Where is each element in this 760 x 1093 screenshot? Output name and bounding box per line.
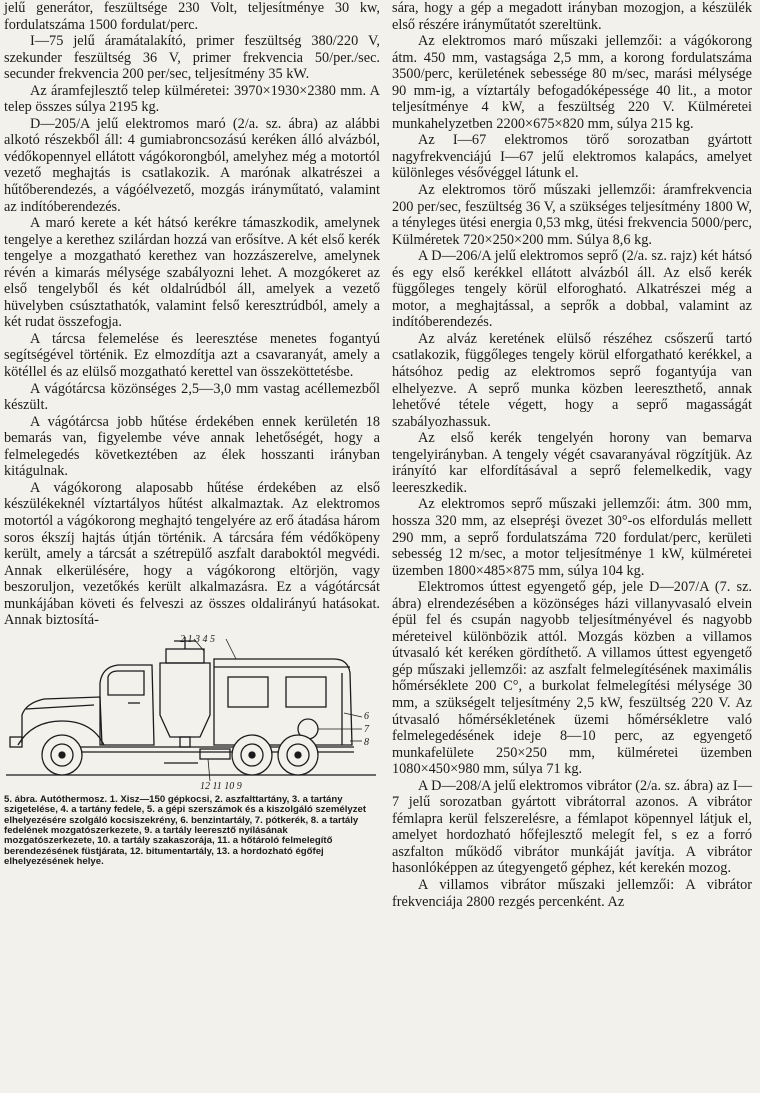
paragraph: A tárcsa felemelése és leeresztése menetes fogantyú segítségével történik. Ez elmozdítja azt a csavaranyát, amely a kötéllel és az elülső mozgatható kerettel van összeköttetésbe. xyxy=(4,330,380,381)
cab-window xyxy=(108,671,144,695)
leader-line xyxy=(344,713,362,717)
right-column xyxy=(392,0,752,910)
left-column xyxy=(4,0,380,868)
paragraph: A D—208/A jelű elektromos vibrátor (2/a. sz. ábra) az I—7 jelű sorozatban gyártott vibrátorral azonos. A vibrátor fémlapra kerül felszerelésre, a fémlapot köpennyel látjuk el, amelyet hordozható hőfejlesztő melegít fel, s ez a forró aszfalton működő vibrátor munkáját javítja. A vibrátor hasonlóképpen az útegyengető géphez, két kerekén mozog. xyxy=(392,777,752,877)
asphalt-tank xyxy=(160,663,210,737)
rear-wheel-center xyxy=(295,752,301,758)
paragraph: A vágókorong alaposabb hűtése érdekében az első készülékeknél víztartályos hűtést alkalmaztak. Az elektromos motortól a vágókorong meghajtó tengelyére az erő átadása három soros ékszíj hajtás útján történik. A tárcsára fém védőköpeny került, amely a tárcsát a szétrepülő aszfalt daraboktól megvédi. Annak elkerülésére, hogy a vágókorong eltörjön, vagy beszoruljon, vezetőkés került alkalmazásra. Ez a vágótárcsát munkájában követi és felveszi az összes oldalirányú hatásokat. Annak biztosítá- xyxy=(4,479,380,629)
body-window xyxy=(228,677,268,707)
leader-line xyxy=(226,639,236,659)
paragraph: Az alváz keretének elülső részéhez csőszerű tartó csatlakozik, függőleges tengely körül elforgatható kerékkel, a hátsóhoz pedig az elektromos seprő fogantyúja van elhelyezve. A seprő munka közben leereszthető, annak lehetővé tétele végett, hogy a seprő magasságát szabályozhassuk. xyxy=(392,330,752,430)
truck-figure xyxy=(4,633,380,868)
paragraph: Az első kerék tengelyén horony van bemarva tengelyirányban. A tengely végét csavaranyával rögzítjük. Az irányító kar elfordításával a seprő felemelkedik, vagy leereszkedik. xyxy=(392,430,752,496)
paragraph: Az áramfejlesztő telep külméretei: 3970×1930×2380 mm. A telep összes súlya 2195 kg. xyxy=(4,82,380,116)
leader-line xyxy=(208,759,210,781)
hood-line xyxy=(26,705,94,709)
body-window xyxy=(286,677,326,707)
autothermos-drawing xyxy=(4,633,380,793)
figure-caption: 5. ábra. Autóthermosz. 1. Xisz—150 gépkocsi, 2. aszfalttartány, 3. a tartány szigetelése, 4. a tartány fedele, 5. a gépi szerszámok és a kiszolgáló személyzet elhelyezésére szolgáló kocsiszekrény, 6. benzintartály, 7. pótkerék, 8. a tartály fedelének mozgatószerkezete, 9. a tartály leeresztő nyílásának mozgatószerkezete, 10. a tartály szakaszorája, 11. a hőtároló felmelegítő berendezésének füstjárata, 12. bitumentartály, 13. a hordozható égőfej elhelyezésének helye. xyxy=(4,793,367,868)
paragraph: jelű generátor, feszültsége 230 Volt, teljesítménye 30 kw, fordulatszáma 1500 fordulat/perc. xyxy=(4,0,380,33)
paragraph: Az I—67 elektromos törő sorozatban gyártott nagyfrekvenciájú I—67 jelű elektromos kalapács, amelyet különleges vésővéggel látunk el. xyxy=(392,132,752,182)
figure-bottom-numbers: 12 11 10 9 xyxy=(200,780,242,792)
figure-number: 7 xyxy=(364,723,369,735)
paragraph: A vágótárcsa közönséges 2,5—3,0 mm vastag acéllemezből készült. xyxy=(4,380,380,414)
paragraph: Az elektromos maró műszaki jellemzői: a vágókorong átm. 450 mm, vastagsága 2,5 mm, a korong fordulatszáma 3500/perc, kerületének sebessége 80 m/sec, marási mélysége 90 mm-ig, a víztartály befogadóképessége 40 lit., a motor teljesítménye 4 kW, a feszültség 220 V. Külméretei munkahelyzetben 2200×675×820 mm, súlya 215 kg. xyxy=(392,33,752,132)
drain-opening xyxy=(180,737,190,747)
paragraph: Elektromos úttest egyengető gép, jele D—207/A (7. sz. ábra) elrendezésében a közönséges házi villanyvasaló elvein épül fel és csupán nagyobb teljesítményével és nagyobb méreteivel különbözik attól. Mozgás közben a villamos útvasaló két keréken gördíthető. A villamos úttest egyengető gép műszaki jellemzői: az aszfalt felmelegítésének maximális hőmérséklete 200 C°, a burkolat felmelegítési mélysége 30 mm, a szükségelt teljesítmény 2,5 kW, feszültség 220 V. Az útvasaló hőmérsékletének üzemi hőmérsékletre való felmelegedésének ideje 8—10 perc, az egyengető munkafelülete 250×250 mm, külméretei üzemben 1080×450×980 mm, súlya 71 kg. xyxy=(392,579,752,778)
body-box xyxy=(214,659,352,745)
rear-wheel-center xyxy=(249,752,255,758)
bitumen-tank xyxy=(200,749,230,759)
paragraph: I—75 jelű áramátalakító, primer feszültség 380/220 V, szekunder feszültség 36 V, primer frekvencia 50/per./sec. secunder frekvencia 200 per/sec, teljesítmény 35 kW. xyxy=(4,33,380,83)
figure-number: 8 xyxy=(364,736,369,748)
figure-top-numbers: 2 1 3 4 5 xyxy=(180,633,215,645)
paragraph: A villamos vibrátor műszaki jellemzői: A vibrátor frekvenciája 2800 rezgés percenként. Az xyxy=(392,876,752,910)
paragraph: A vágótárcsa jobb hűtése érdekében ennek kerületén 18 bemarás van, figyelembe véve annak lehetőségét, hogy a felmelegedés következtében az élek hosszanti irányban kitágulnak. xyxy=(4,413,380,480)
paragraph: sára, hogy a gép a megadott irányban mozogjon, a készülék első részére irányműtatót szereltünk. xyxy=(392,0,752,33)
paragraph: Az elektromos seprő műszaki jellemzői: átm. 300 mm, hossza 320 mm, az elsepréşi övezet 30°-os elfordulás mellett 290 mm, a seprő fordulatszáma 720 fordulat/perc, kerületi sebesség 12 m/sec, a motor teljesítménye 1 kW, külméretei üzemben 1800×485×875 mm, súlya 104 kg. xyxy=(392,496,752,579)
tank-lid xyxy=(166,649,204,663)
front-wheel-center xyxy=(59,752,65,758)
paragraph: D—205/A jelű elektromos maró (2/a. sz. ábra) az alábbi alkotó részekből áll: 4 gumiabroncsozású keréken álló alvázból, védőkopennyel ellátott vágókorongból, amelyhez még a motortól vezető meghajtás is csatlakozik. A marónak alkatrészei a hűtőberendezés, a vágóélvezető, mozgás irányműtató, valamint az indítóberendezés. xyxy=(4,115,380,215)
paragraph: Az elektromos törő műszaki jellemzői: áramfrekvencia 200 per/sec, feszültség 36 V, a szükséges teljesítmény 1800 W, a tényleges ütési energia 0,53 mkg, ütési frekvencia 5000/perc, Külméretek 720×250×200 mm. Súlya 8,6 kg. xyxy=(392,182,752,248)
paragraph: A D—206/A jelű elektromos seprő (2/a. sz. rajz) két hátsó és egy első kerékkel ellátott alvázból áll. Az első kerék függőleges tengely körül elforogható. Alkatrészei még a motor, a meghajtással, a seprők a dobbal, valamint az indítóberendezés. xyxy=(392,248,752,331)
paragraph: A maró kerete a két hátsó kerékre támaszkodik, amelynek tengelye a kerethez szilárdan hozzá van erősítve. A két első kerék tengelye a mozgatható kerethez van hozzászerelve, amelynek révén a kimarás mélysége szabályozni lehet. A mozgókeret az első tengelyből és két oldalrúdból áll, amelyek a vezető hüvelyben csúsztathatók, valamint felső keresztrúdból, amely a két rudat összefogja. xyxy=(4,215,380,331)
figure-number: 6 xyxy=(364,710,369,722)
